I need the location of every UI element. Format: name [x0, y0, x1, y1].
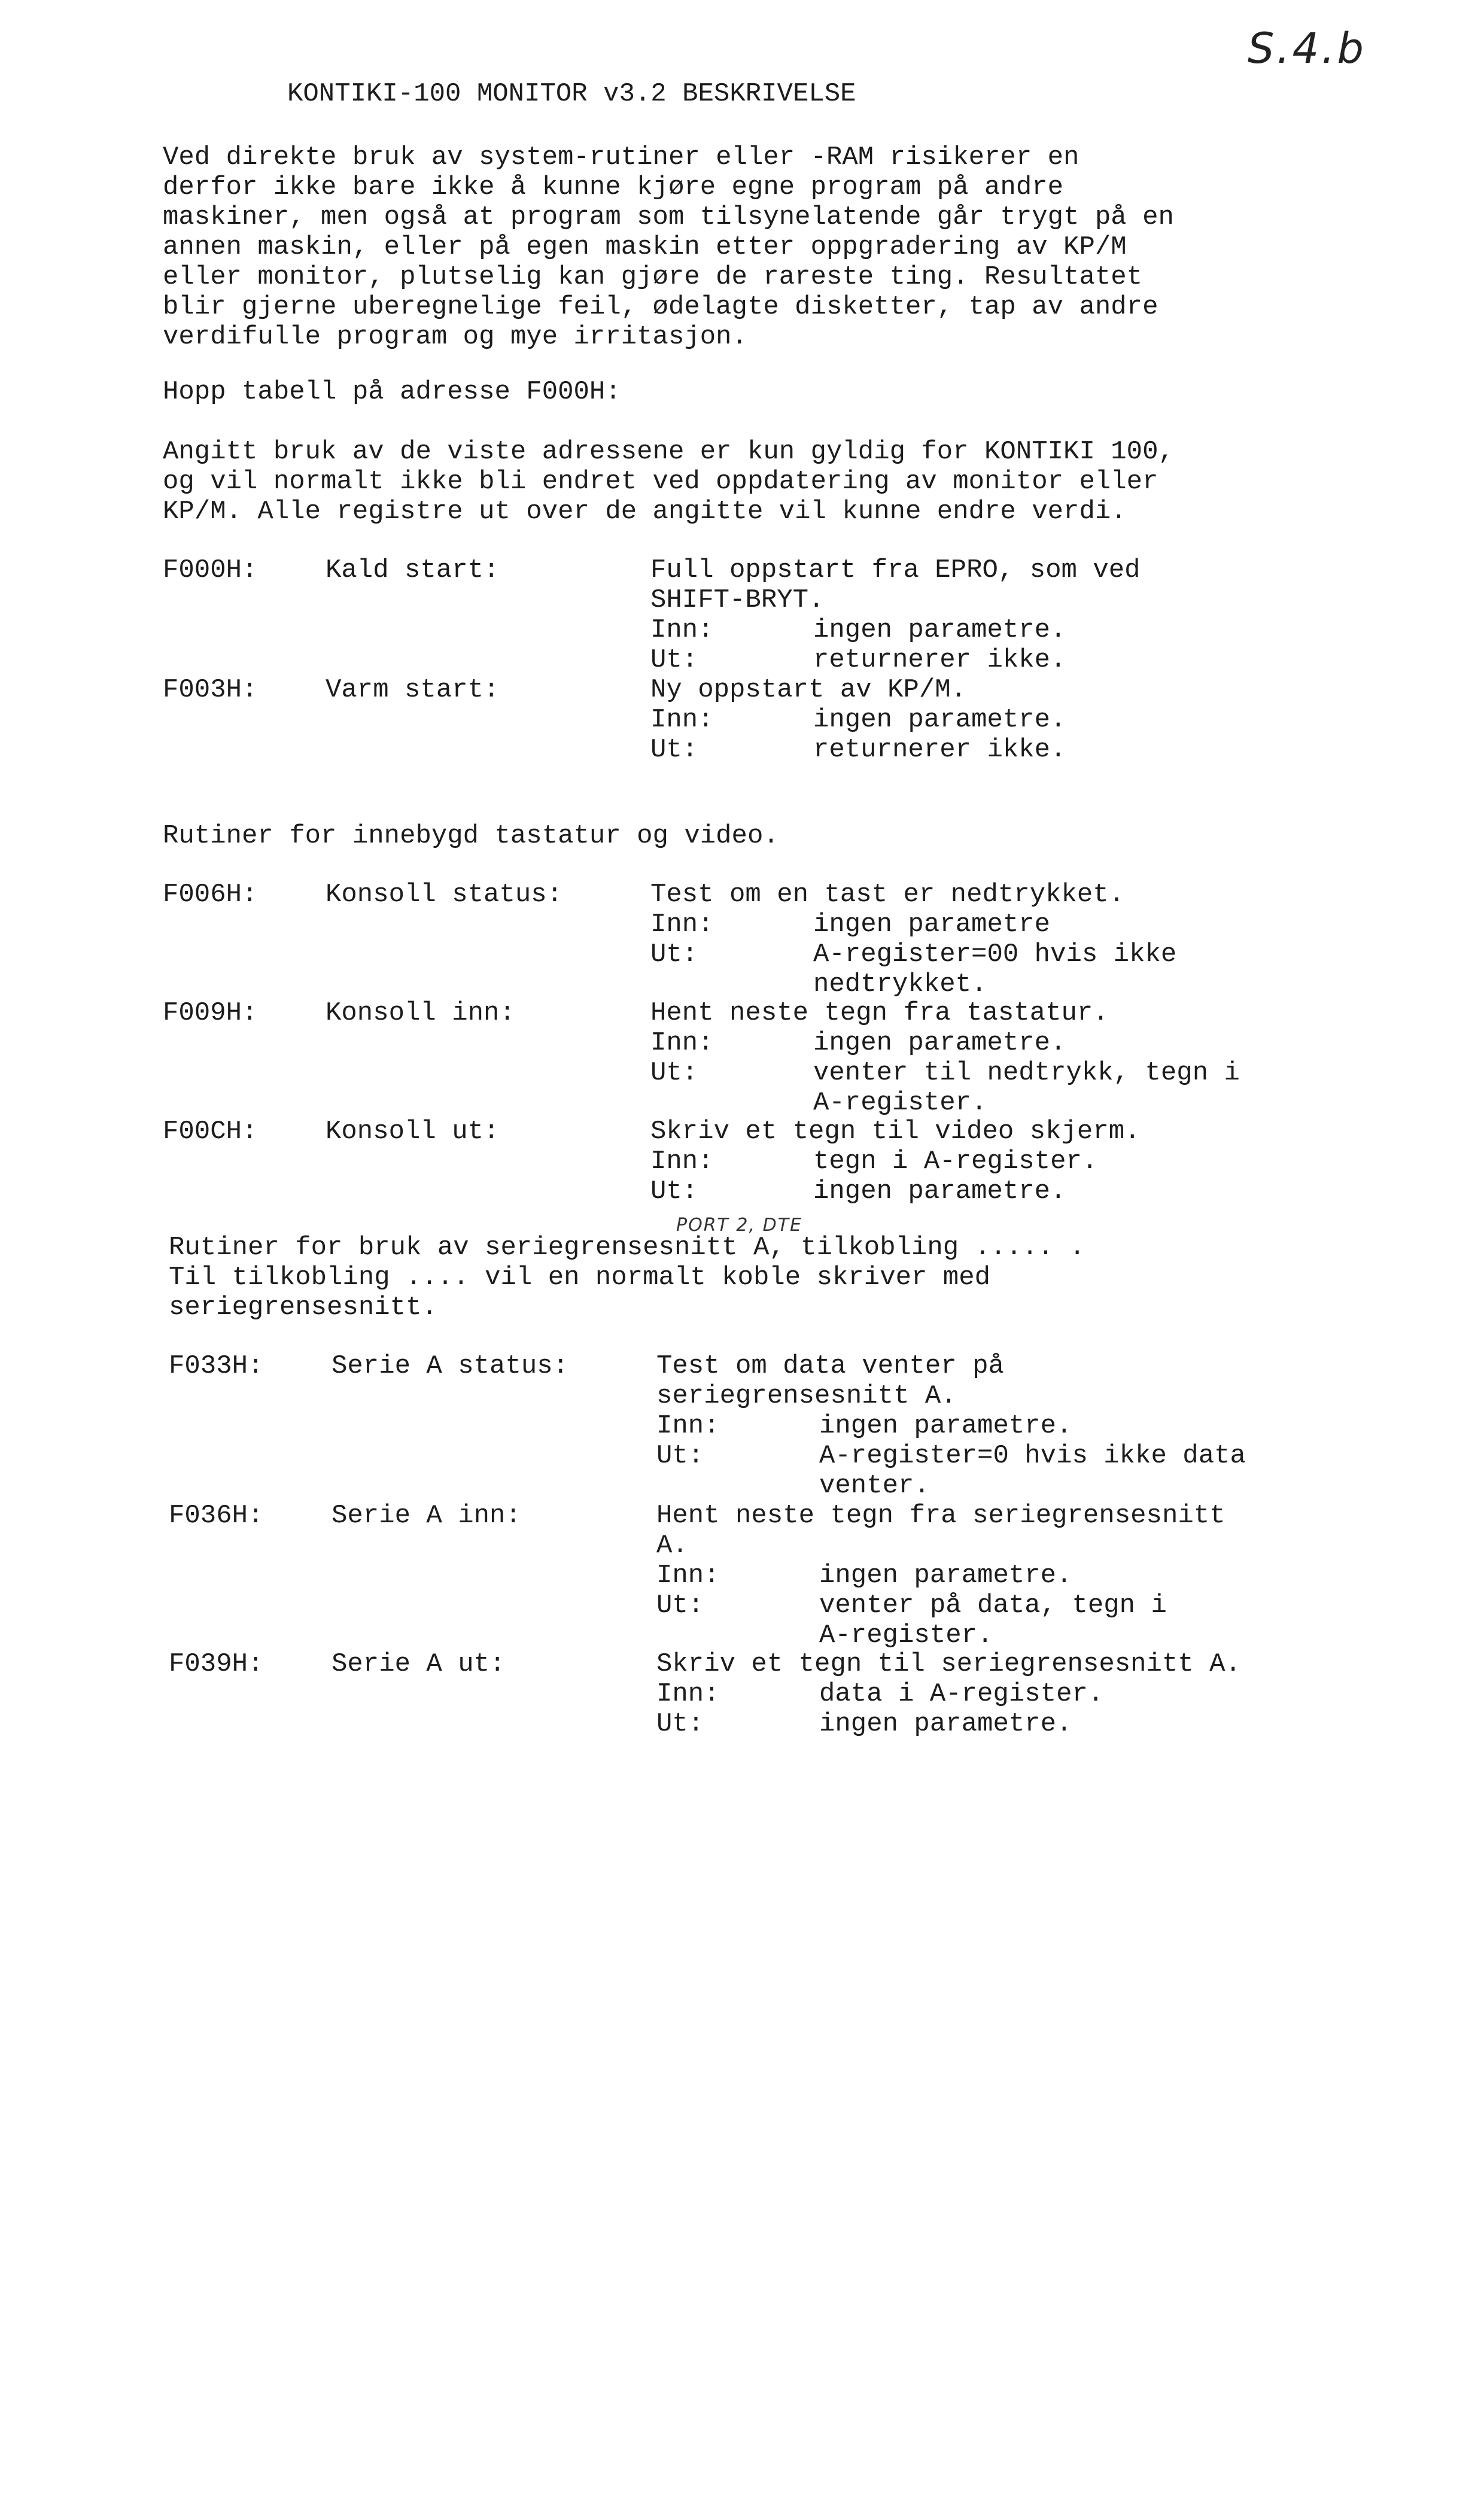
document-title: KONTIKI-100 MONITOR v3.2 BESKRIVELSE: [287, 79, 856, 109]
inn-value: ingen parametre: [813, 910, 1051, 939]
description-line: seriegrensesnitt A.: [656, 1381, 957, 1411]
inn-label: Inn:: [656, 1561, 720, 1590]
ut-value: returnerer ikke.: [813, 645, 1066, 675]
inn-label: Inn:: [656, 1411, 720, 1441]
intro-line: verdifulle program og mye irritasjon.: [163, 322, 747, 352]
routine-address: F006H:: [163, 880, 258, 910]
routine-address: F036H:: [169, 1501, 264, 1531]
ut-label: Ut:: [650, 1176, 698, 1206]
ut-value: venter på data, tegn i A-register.: [819, 1590, 1167, 1650]
note-line: Angitt bruk av de viste adressene er kun gyldig for KONTIKI 100,: [163, 437, 1174, 467]
routine-name: Serie A inn:: [332, 1501, 521, 1531]
serial-heading-line: Til tilkobling .... vil en normalt koble skriver med: [169, 1263, 991, 1293]
routine-entry-f000h: [163, 555, 1360, 675]
intro-line: maskiner, men også at program som tilsynelatende går trygt på en: [163, 202, 1174, 232]
routine-address: F000H:: [163, 555, 258, 585]
ut-label: Ut:: [650, 735, 698, 765]
routine-description: [656, 1501, 1225, 1561]
intro-line: derfor ikke bare ikke å kunne kjøre egne program på andre: [163, 172, 1064, 202]
intro-line: annen maskin, eller på egen maskin etter oppgradering av KP/M: [163, 232, 1127, 262]
routine-name: Konsoll ut:: [326, 1117, 500, 1146]
description-line: Ny oppstart av KP/M.: [650, 675, 967, 705]
description-line: A.: [656, 1531, 688, 1561]
inn-label: Inn:: [650, 1146, 714, 1176]
routine-address: F009H:: [163, 998, 258, 1028]
routine-description: [650, 555, 1141, 615]
routine-description: [656, 1351, 1004, 1411]
description-line: Hent neste tegn fra seriegrensesnitt: [656, 1501, 1225, 1531]
ut-label: Ut:: [656, 1441, 704, 1471]
routine-name: Konsoll inn:: [326, 998, 515, 1028]
routine-name: Varm start:: [326, 675, 500, 705]
page-number: S.4.b: [1248, 24, 1366, 73]
routine-description: [650, 675, 966, 705]
inn-value: ingen parametre.: [813, 615, 1066, 645]
inn-value: data i A-register.: [819, 1679, 1104, 1709]
description-line: Hent neste tegn fra tastatur.: [650, 998, 1109, 1028]
ut-value: A-register=0 hvis ikke data venter.: [819, 1441, 1246, 1501]
routine-entry-f009h: [163, 998, 1360, 1118]
routine-entry-f033h: [169, 1351, 1366, 1501]
routine-description: [650, 1117, 1141, 1146]
ut-label: Ut:: [650, 1058, 698, 1088]
serial-heading: [169, 1233, 1366, 1322]
jump-table-heading: Hopp tabell på adresse F000H:: [163, 377, 621, 407]
note-line: og vil normalt ikke bli endret ved oppdatering av monitor eller: [163, 467, 1158, 497]
inn-value: ingen parametre.: [813, 1028, 1066, 1058]
serial-heading-line: Rutiner for bruk av seriegrensesnitt A, tilkobling ..... .: [169, 1233, 1085, 1263]
inn-label: Inn:: [650, 615, 714, 645]
ut-value: venter til nedtrykk, tegn i A-register.: [813, 1058, 1240, 1118]
routine-name: Serie A status:: [332, 1351, 569, 1381]
note-line: KP/M. Alle registre ut over de angitte vil kunne endre verdi.: [163, 497, 1127, 527]
intro-line: blir gjerne uberegnelige feil, ødelagte disketter, tap av andre: [163, 292, 1158, 322]
inn-value: ingen parametre.: [819, 1411, 1072, 1441]
description-line: Test om data venter på: [656, 1351, 1004, 1381]
routine-name: Serie A ut:: [332, 1649, 506, 1679]
description-line: Full oppstart fra EPRO, som ved: [650, 555, 1141, 585]
description-line: SHIFT-BRYT.: [650, 585, 825, 615]
routine-address: F00CH:: [163, 1117, 258, 1146]
ut-value: ingen parametre.: [813, 1176, 1066, 1206]
routine-name: Kald start:: [326, 555, 500, 585]
intro-line: Ved direkte bruk av system-rutiner eller -RAM risikerer en: [163, 142, 1079, 172]
ut-value: A-register=00 hvis ikke nedtrykket.: [813, 939, 1177, 999]
console-heading: Rutiner for innebygd tastatur og video.: [163, 821, 779, 851]
routine-address: F039H:: [169, 1649, 264, 1679]
inn-label: Inn:: [650, 1028, 714, 1058]
ut-value: returnerer ikke.: [813, 735, 1066, 765]
handwritten-note: PORT 2, DTE: [676, 1215, 802, 1236]
description-line: Test om en tast er nedtrykket.: [650, 880, 1125, 910]
routine-description: [650, 880, 1124, 910]
ut-label: Ut:: [656, 1709, 704, 1739]
routine-address: F003H:: [163, 675, 258, 705]
intro-paragraph: [163, 142, 1360, 352]
routine-entry-f003h: [163, 675, 1360, 765]
ut-value: ingen parametre.: [819, 1709, 1072, 1739]
ut-label: Ut:: [650, 645, 698, 675]
routine-address: F033H:: [169, 1351, 264, 1381]
serial-heading-line: seriegrensesnitt.: [169, 1293, 437, 1322]
routine-description: [656, 1649, 1241, 1679]
ut-label: Ut:: [650, 939, 698, 969]
inn-value: tegn i A-register.: [813, 1146, 1098, 1176]
inn-label: Inn:: [656, 1679, 720, 1709]
jump-table-note: [163, 437, 1360, 527]
ut-label: Ut:: [656, 1590, 704, 1620]
inn-value: ingen parametre.: [813, 705, 1066, 735]
inn-label: Inn:: [650, 910, 714, 939]
description-line: Skriv et tegn til video skjerm.: [650, 1117, 1141, 1146]
routine-description: [650, 998, 1109, 1028]
routine-entry-f039h: [169, 1649, 1366, 1739]
inn-value: ingen parametre.: [819, 1561, 1072, 1590]
inn-label: Inn:: [650, 705, 714, 735]
description-line: Skriv et tegn til seriegrensesnitt A.: [656, 1649, 1241, 1679]
intro-line: eller monitor, plutselig kan gjøre de rareste ting. Resultatet: [163, 262, 1143, 292]
routine-name: Konsoll status:: [326, 880, 563, 910]
